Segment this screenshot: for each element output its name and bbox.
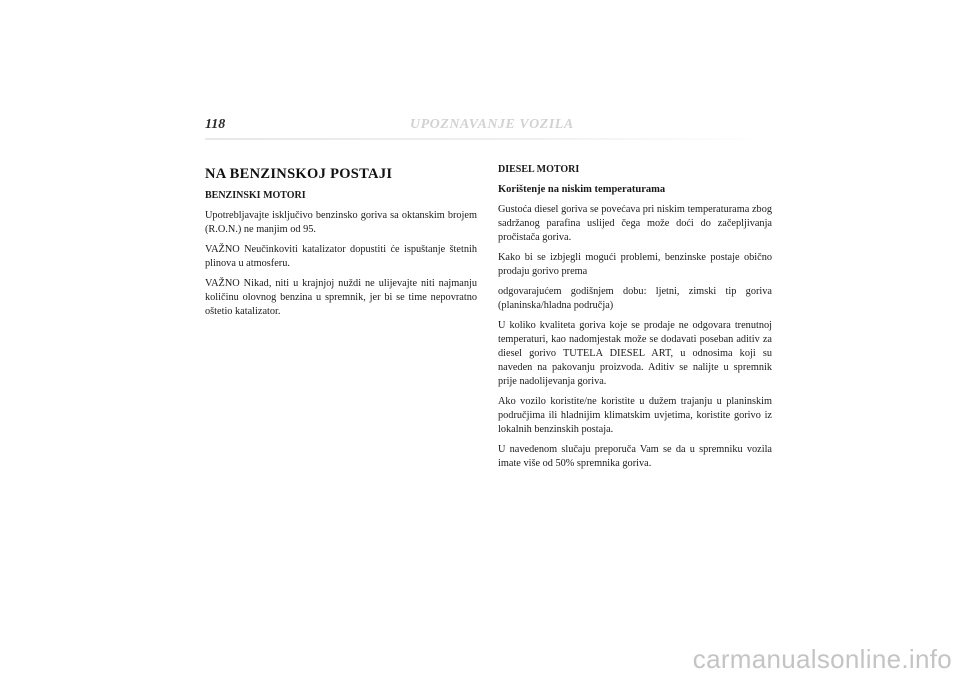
section-title: NA BENZINSKOJ POSTAJI (205, 166, 393, 182)
page-header (205, 117, 775, 141)
paragraph: VAŽNO Neučinkoviti katalizator dopustiti će ispuštanje štetnih plinova u atmosferu. (205, 244, 477, 269)
subheading-low-temperatures: Korištenje na niskim temperaturama (498, 184, 666, 195)
subheading-petrol-engines: BENZINSKI MOTORI (205, 190, 306, 201)
subheading-diesel-engines: DIESEL MOTORI (498, 164, 580, 175)
paragraph: Upotrebljavajte isključivo benzinsko goriva sa oktanskim brojem (R.O.N.) ne manjim od 95. (205, 210, 477, 235)
paragraph: odgovarajućem godišnjem dobu: ljetni, zimski tip goriva (planinska/hladna područja) (498, 286, 772, 311)
page-number: 118 (205, 117, 226, 132)
right-column (498, 163, 772, 477)
paragraph: U koliko kvaliteta goriva koje se prodaje ne odgovara trenutnoj temperaturi, kao nadomjestak može se dodavati poseban aditiv za diesel gorivo TUTELA DIESEL ART, u odnosima koji su naveden na pakovanju proizvoda. Aditiv se nalijte u spremnik prije nadolijevanja goriva. (498, 320, 772, 387)
watermark-text: carmanualsonline.info (692, 644, 952, 674)
running-title: UPOZNAVANJE VOZILA (410, 117, 574, 132)
header-rule (205, 138, 775, 140)
paragraph: U navedenom slučaju preporuča Vam se da u spremniku vozila imate više od 50% spremnika goriva. (498, 444, 772, 469)
paragraph: Ako vozilo koristite/ne koristite u dužem trajanju u planinskim područjima ili hladnijim klimatskim uvjetima, koristite gorivo iz lokalnih benzinskih postaja. (498, 396, 772, 435)
paragraph: Kako bi se izbjegli mogući problemi, benzinske postaje obično prodaju gorivo prema (498, 252, 772, 277)
paragraph: VAŽNO Nikad, niti u krajnjoj nuždi ne ulijevajte niti najmanju količinu olovnog benzina u spremnik, jer bi se time nepovratno oštetio katalizator. (205, 278, 477, 317)
paragraph: Gustoća diesel goriva se povećava pri niskim temperaturama zbog sadržanog parafina uslijed čega može doći do začepljivanja pročistača goriva. (498, 204, 772, 243)
left-column (205, 163, 477, 325)
